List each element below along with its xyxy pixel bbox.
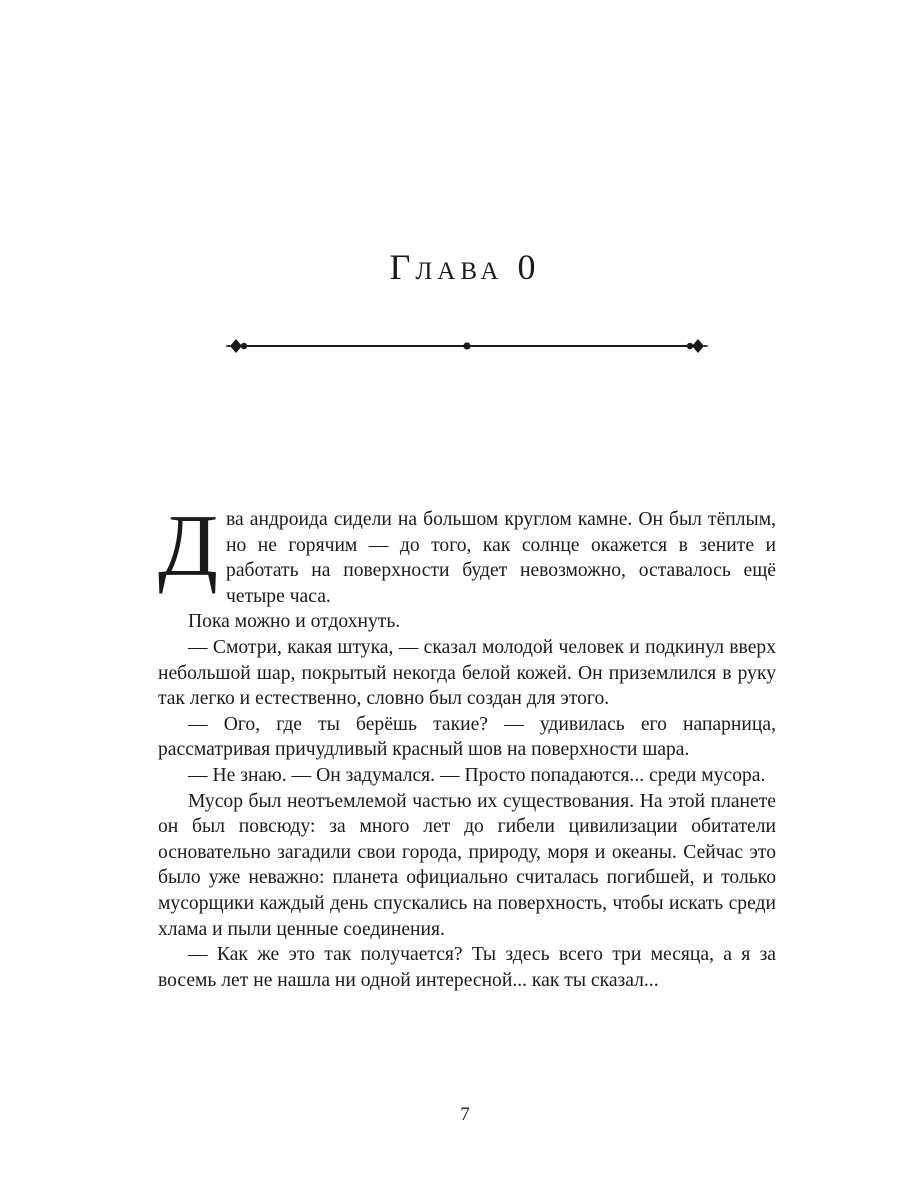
paragraph: — Как же это так получается? Ты здесь всего три месяца, а я за восемь лет не нашла ни одной интересной... как ты сказал... — [158, 944, 776, 991]
chapter-divider-ornament — [222, 333, 712, 359]
chapter-title: Глава 0 — [389, 247, 541, 287]
paragraph: — Ого, где ты берёшь такие? — удивилась его напарница, рассматривая причудливый красный шов на поверхности шара. — [158, 713, 776, 761]
paragraph: — Не знаю. — Он задумался. — Просто попадаются... среди мусора. — [188, 764, 766, 786]
paragraph: Мусор был неотъемлемой частью их существования. На этой планете он был повсюду: за много лет до гибели цивилизации обитатели основательно загадили свои города, природу, моря и океаны. Сейчас это было уже неважно: планета официально считалась погибшей, и только мусорщики каждый день спускались на поверхность, чтобы искать среди хлама и пыли ценные соединения. — [158, 790, 776, 940]
paragraph: — Смотри, какая штука, — сказал молодой человек и подкинул вверх небольшой шар, покрытый некогда белой кожей. Он приземлился в руку так легко и естественно, словно был создан для этого. — [158, 636, 776, 710]
chapter-text — [158, 498, 776, 993]
paragraph: Пока можно и отдохнуть. — [188, 611, 401, 633]
paragraph — [158, 498, 776, 609]
page-number: 7 — [460, 1104, 470, 1125]
drop-cap: Д — [158, 498, 219, 595]
paragraph-text: ва андроида сидели на большом круглом камне. Он был тёплым, но не горячим — до того, как солнце окажется в зените и работать на поверхности будет невозможно, оставалось ещё четыре часа. — [226, 509, 776, 607]
